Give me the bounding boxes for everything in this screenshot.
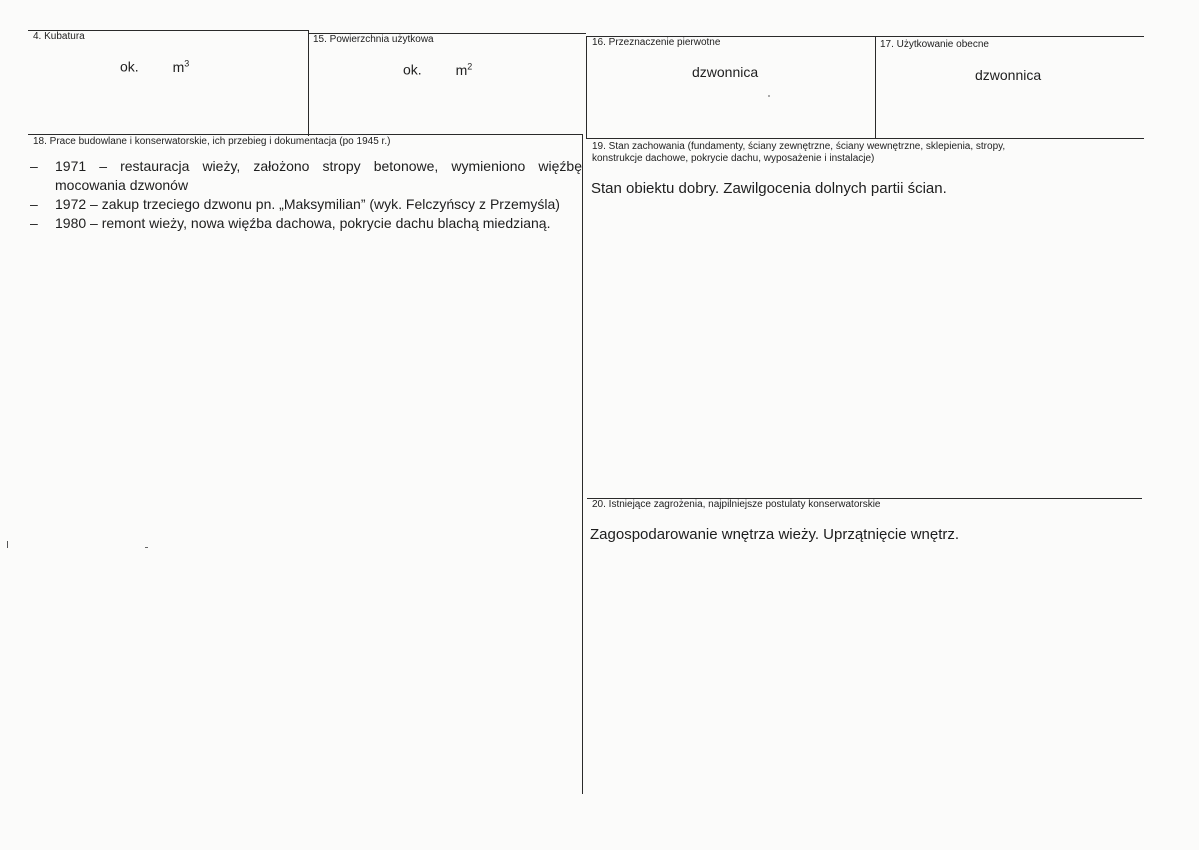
uzytkowanie-label: 17. Użytkowanie obecne: [880, 39, 989, 50]
scan-speck: [145, 547, 148, 548]
list-item-text: 1980 – remont wieży, nowa więźba dachowa, pokrycie dachu blachą miedzianą.: [55, 215, 551, 231]
kubatura-prefix: ok.: [120, 58, 139, 75]
list-bullet: –: [30, 196, 38, 212]
section-rule-18: [28, 134, 583, 135]
powierzchnia-value: [403, 61, 472, 78]
list-item: [30, 157, 582, 195]
stan-label-line2: konstrukcje dachowe, pokrycie dachu, wyposażenie i instalacje): [592, 153, 875, 164]
section-rule-19: [586, 138, 1144, 139]
cell-divider-2: [586, 36, 587, 139]
prace-label: 18. Prace budowlane i konserwatorskie, ich przebieg i dokumentacja (po 1945 r.): [33, 136, 391, 147]
kubatura-label: 4. Kubatura: [33, 31, 85, 42]
scan-speck: [7, 541, 8, 548]
list-item-text: 1971 – restauracja wieży, założono stropy betonowe, wymieniono więźbę mocowania dzwonów: [55, 158, 582, 193]
uzytkowanie-value: dzwonnica: [975, 67, 1042, 83]
list-item: [30, 195, 582, 214]
list-bullet: –: [30, 215, 38, 231]
list-item: [30, 214, 582, 233]
powierzchnia-prefix: ok.: [403, 61, 422, 78]
przeznaczenie-value: dzwonnica: [692, 64, 759, 80]
przeznaczenie-label: 16. Przeznaczenie pierwotne: [592, 37, 721, 48]
scan-speck: [768, 95, 770, 97]
prace-list: [30, 157, 582, 233]
kubatura-value: [120, 58, 189, 75]
stan-value: Stan obiektu dobry. Zawilgocenia dolnych partii ścian.: [591, 180, 947, 197]
list-bullet: –: [30, 158, 38, 174]
list-item-text: 1972 – zakup trzeciego dzwonu pn. „Maksymilian” (wyk. Felczyńscy z Przemyśla): [55, 196, 560, 212]
zagrozenia-label: 20. Istniejące zagrożenia, najpilniejsze postulaty konserwatorskie: [592, 499, 881, 510]
stan-label-line1: 19. Stan zachowania (fundamenty, ściany zewnętrzne, ściany wewnętrzne, sklepienia, stropy,: [592, 141, 1006, 152]
zagrozenia-value: Zagospodarowanie wnętrza wieży. Uprzątnięcie wnętrz.: [590, 526, 960, 543]
powierzchnia-label: 15. Powierzchnia użytkowa: [313, 34, 434, 45]
cell-divider-3: [875, 36, 876, 139]
powierzchnia-unit: $m^2$: [455, 61, 473, 78]
kubatura-unit: $m^3$: [172, 58, 190, 75]
main-column-divider: [582, 134, 583, 794]
cell-divider-1: [308, 30, 309, 136]
